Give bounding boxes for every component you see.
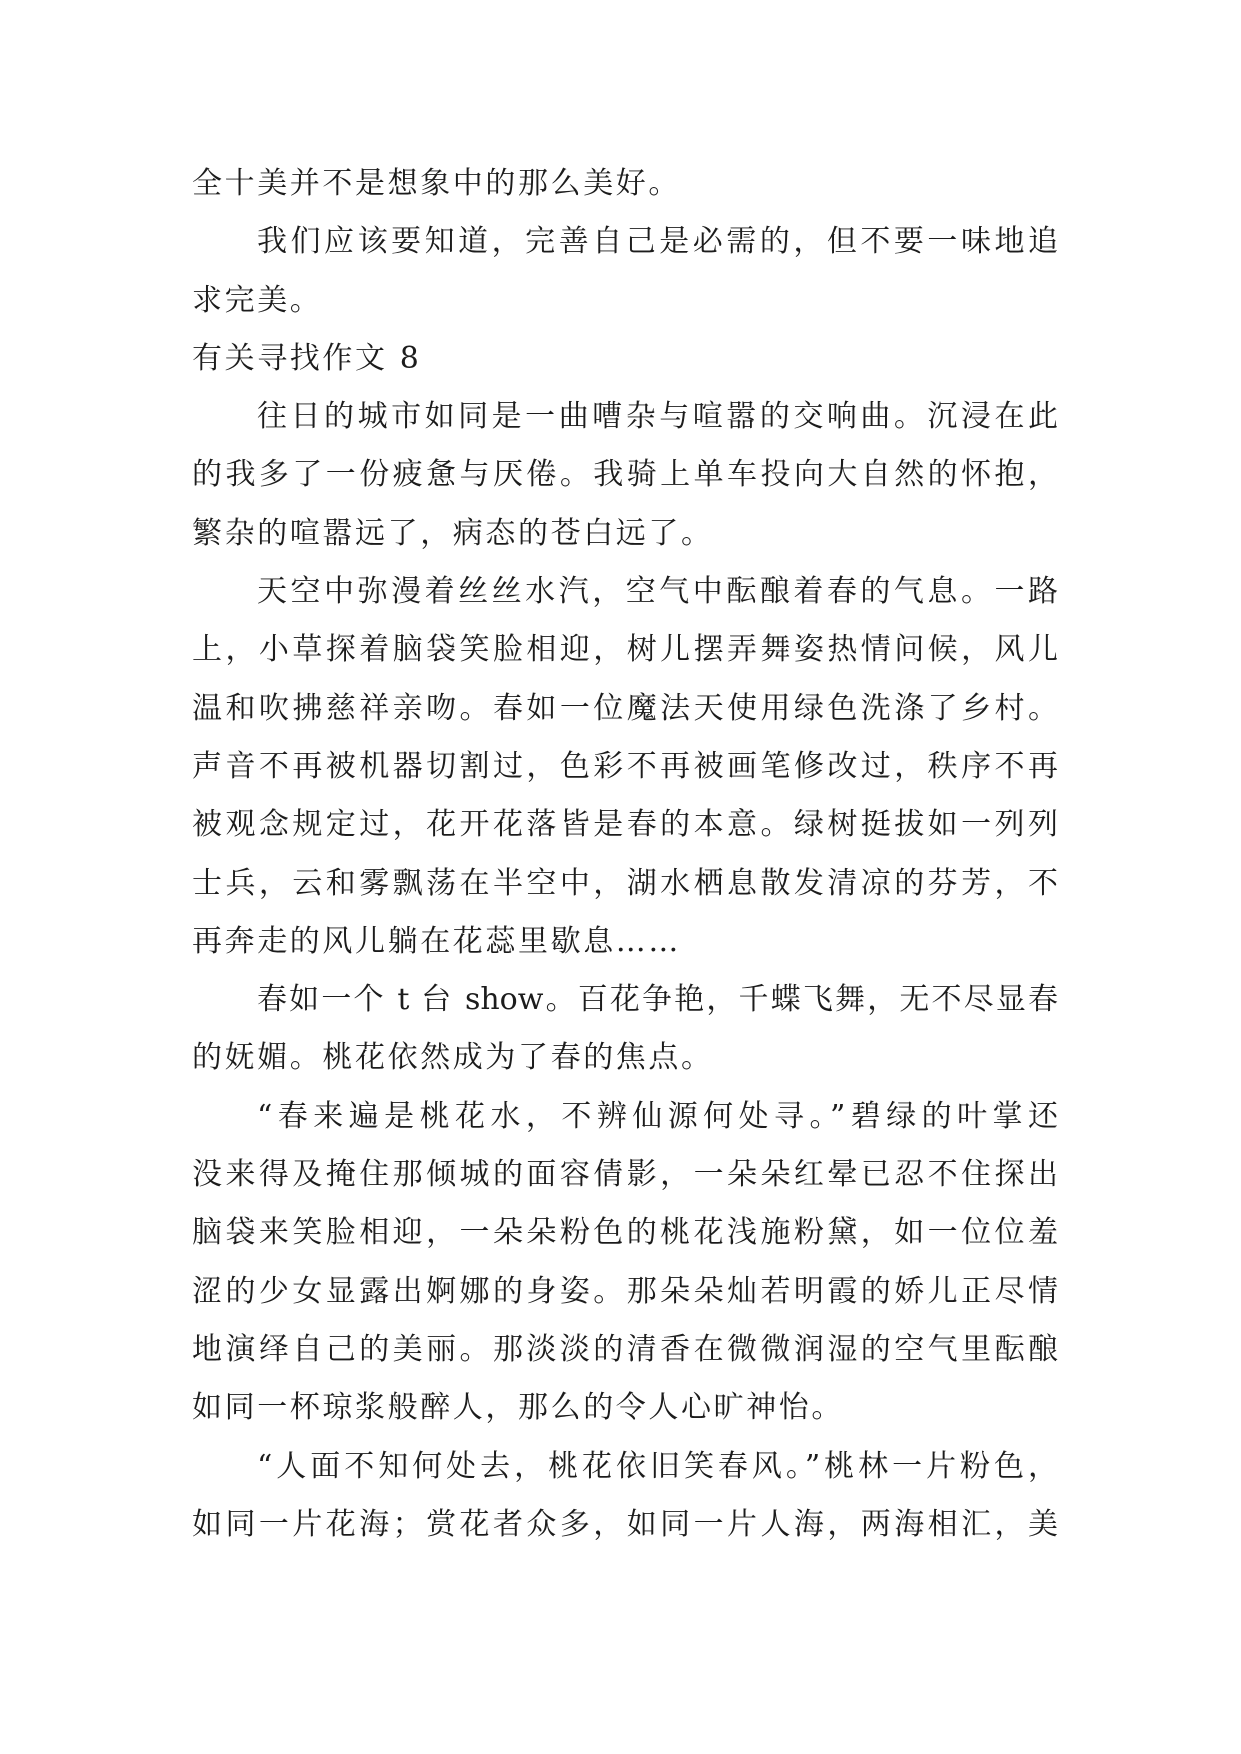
paragraph-line: 脑袋来笑脸相迎，一朵朵粉色的桃花浅施粉黛，如一位位羞 <box>192 1215 1058 1251</box>
paragraph <box>192 1088 1058 1438</box>
paragraph-line: “春来遍是桃花水，不辨仙源何处寻。”碧绿的叶掌还 <box>257 1098 1058 1134</box>
document-body <box>192 155 1058 1554</box>
paragraph-line: 全十美并不是想象中的那么美好。 <box>192 166 681 201</box>
paragraph-line: 繁杂的喧嚣远了，病态的苍白远了。 <box>192 515 714 551</box>
paragraph <box>192 155 1058 213</box>
paragraph-line: 温和吹拂慈祥亲吻。春如一位魔法天使用绿色洗涤了乡村。 <box>192 690 1058 726</box>
paragraph-line: 涩的少女显露出婀娜的身姿。那朵朵灿若明霞的娇儿正尽情 <box>192 1273 1058 1309</box>
paragraph-line: 如同一片花海；赏花者众多，如同一片人海，两海相汇，美 <box>192 1506 1058 1542</box>
paragraph-line: 往日的城市如同是一曲嘈杂与喧嚣的交响曲。沉浸在此 <box>257 399 1058 435</box>
paragraph-line: 上，小草探着脑袋笑脸相迎，树儿摆弄舞姿热情问候，风儿 <box>192 632 1058 668</box>
paragraph <box>192 1438 1058 1555</box>
paragraph-line: 天空中弥漫着丝丝水汽，空气中酝酿着春的气息。一路 <box>257 574 1058 610</box>
paragraph-line: 被观念规定过，花开花落皆是春的本意。绿树挺拔如一列列 <box>192 807 1058 843</box>
paragraph-line: 士兵，云和雾飘荡在半空中，湖水栖息散发清凉的芬芳，不 <box>192 865 1058 901</box>
paragraph-line: 的妩媚。桃花依然成为了春的焦点。 <box>192 1040 714 1076</box>
paragraph-line: 声音不再被机器切割过，色彩不再被画笔修改过，秩序不再 <box>192 748 1058 784</box>
paragraph-line: 求完美。 <box>192 282 323 318</box>
paragraph-line: 我们应该要知道，完善自己是必需的，但不要一味地追 <box>257 224 1058 260</box>
paragraph-line: 的我多了一份疲惫与厌倦。我骑上单车投向大自然的怀抱， <box>192 457 1058 493</box>
paragraph-line: 春如一个 t 台 show。百花争艳，千蝶飞舞，无不尽显春 <box>257 982 1058 1018</box>
paragraph-line: 再奔走的风儿躺在花蕊里歇息…… <box>192 923 681 959</box>
paragraph <box>192 971 1058 1088</box>
paragraph-line: 如同一杯琼浆般醉人，那么的令人心旷神怡。 <box>192 1390 844 1426</box>
paragraph <box>192 213 1058 330</box>
paragraph <box>192 563 1058 971</box>
section-heading: 有关寻找作文 8 <box>192 340 422 376</box>
paragraph <box>192 388 1058 563</box>
paragraph-line: 地演绎自己的美丽。那淡淡的清香在微微润湿的空气里酝酿 <box>192 1331 1058 1367</box>
paragraph-line: “人面不知何处去，桃花依旧笑春风。”桃林一片粉色， <box>257 1448 1058 1484</box>
paragraph-line: 没来得及掩住那倾城的面容倩影，一朵朵红晕已忍不住探出 <box>192 1157 1058 1193</box>
